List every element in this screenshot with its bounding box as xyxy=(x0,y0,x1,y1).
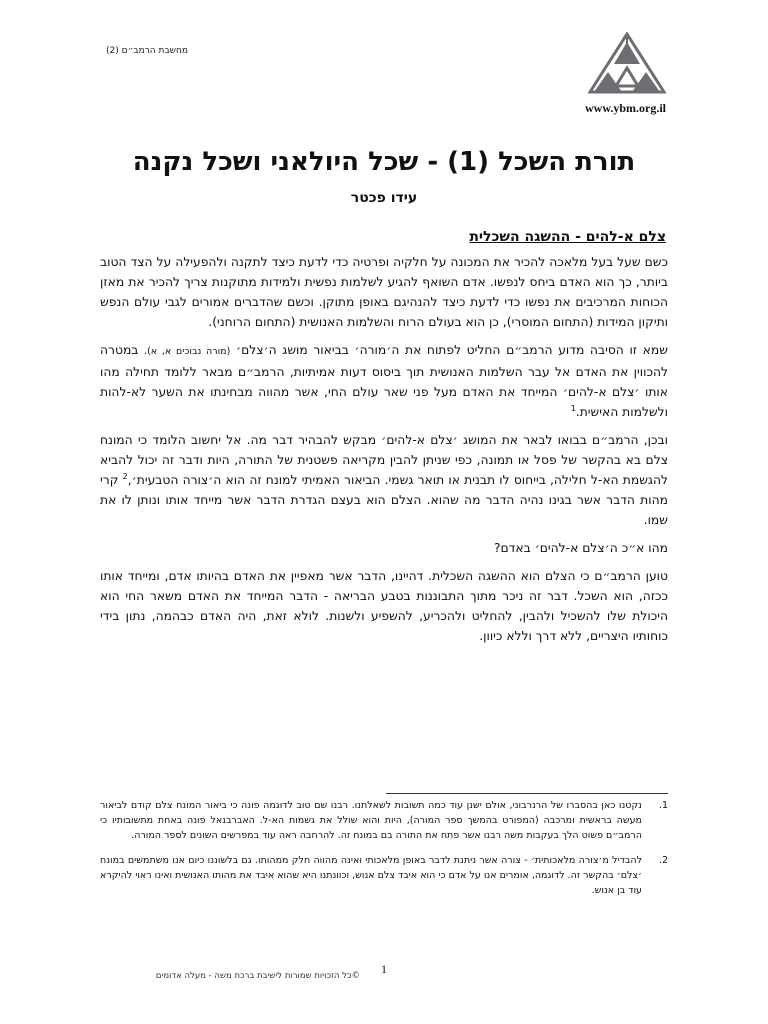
paragraph-3-rest: קרי מהות הדבר אשר בגינו נהיה הדבר מה שהוא. הצלם הוא בעצם הגדרת הדבר אשר מייחד אותו ונותן לו את שמו. xyxy=(100,473,668,527)
footnote-number: 2. xyxy=(658,855,668,866)
paragraph-2-source: (מורה נבוכים א, א). xyxy=(144,346,231,357)
footnote-ref-2[interactable]: 2 xyxy=(122,471,128,481)
article-body xyxy=(100,252,668,654)
paragraph-3-text: ובכן, הרמב״ם בבואו לבאר את המושג ׳צלם א-להים׳ מבקש להבהיר דבר מה. אל יחשוב הלומד כי המונח צלם בא בהקשר של פסל או תמונה, כפי שניתן להבין מקריאה פשטנית של התורה, היות ודבר זה יכול להביא להגשמת הא-ל חלילה, בייחוס לו תבנית או תואר גשמי. הביאור האמיתי למונח זה הוא ה׳צורה הטבעית׳, xyxy=(100,433,668,487)
footnotes xyxy=(100,798,668,908)
footnote-2 xyxy=(100,853,668,898)
footnote-ref-1[interactable]: 1 xyxy=(570,403,576,413)
section-heading: צלם א-להים - ההשגה השכלית xyxy=(469,229,666,245)
ybm-mountain-logo-icon xyxy=(588,32,666,94)
footnote-text: נקטנו כאן בהסברו של הרנרבוני, אולם ישנן עוד כמה תשובות לשאלתנו. רבנו שם טוב לדוגמה פונה כי ביאור המונח צלם קודם לביאור מעשה בראשית ומרכבה (המפורט בהמשך ספר המורה), היות והוא שולל את גשמות הא-ל. האברבנאל פונה באחת מתשובותיו כי הרמב״ם פשוט הלך בעקבות משה רבנו אשר פתח את התורה בם במונח זה. להרחבה ראה עוד במפרשים השונים לספר המורה. xyxy=(100,800,642,841)
footnote-text: להבדיל מ׳צורה מלאכותית׳ - צורה אשר ניתנת לדבר באופן מלאכותי ואינה מהווה חלק ממהותו. גם בלשוננו כיום אנו משתמשים במונח ׳צלם׳ בהקשר זה. לדוגמה, אומרים אנו על אדם כי הוא איבד צלם אנוש, וכוונתנו היא שהוא איבד את מהותו האנושית ואינו ראוי להיקרא עוד בן אנוש. xyxy=(100,855,642,896)
paragraph-1: כשם שעל בעל מלאכה להכיר את המכונה על חלקיה ופרטיה כדי לדעת כיצד לתקנה ולהפעילה על הצד הטוב ביותר, כך הוא האדם ביחס לנפשו. אדם השואף להגיע לשלמות נפשית ולמידות מתוקנות צריך להכיר את מאזן הכוחות המרכיבים את נפשו כדי לדעת כיצד להנהיגם באופן מתוקן. וכשם שהדברים אמורים לגבי עולם הנפש ותיקון המידות (התחום המוסרי), כן הוא בעולם הרוח והשלמות האנושית (התחום הרוחני). xyxy=(100,255,668,329)
paragraph-2 xyxy=(100,340,668,422)
paragraph-2-lead: שמא זו הסיבה מדוע הרמב״ם החליט לפתוח את ה׳מורה׳ בביאור מושג ה׳צלם׳ xyxy=(235,343,668,357)
site-url-link[interactable]: www.ybm.org.il xyxy=(585,101,666,115)
footnote-1 xyxy=(100,798,668,843)
paragraph-question: מהו א״כ ה׳צלם א-להים׳ באדם? xyxy=(493,541,668,555)
paragraph-3 xyxy=(100,430,668,530)
article-title: תורת השכל (1) - שכל היולאני ושכל נקנה xyxy=(132,147,636,177)
page-number: 1 xyxy=(381,962,387,976)
footnote-number: 1. xyxy=(658,800,668,811)
footnote-divider xyxy=(386,793,668,794)
series-title: מחשבת הרמב״ם (2) xyxy=(106,46,189,56)
copyright-note: ©כל הזכויות שמורות לישיבת ברכת משה - מעלה אדומים xyxy=(155,971,360,981)
paragraph-4: טוען הרמב״ם כי הצלם הוא ההשגה השכלית. דהיינו, הדבר אשר מאפיין את האדם בהיותו אדם, ומייחד אותו ככזה, הוא השכל. דבר זה ניכר מתוך התבוננות בטבע הבריאה - הדבר המייחד את האדם משאר החי הוא היכולת שלו להשכיל ולהבין, להחליט ולהכריע, להשפיע ולשנות. לולא זאת, היה האדם כבהמה, נתון בידי כוחותיו היצריים, ללא דרך וללא כיוון. xyxy=(100,569,668,643)
paragraph-2-rest: במטרה להכווין את האדם אל עבר השלמות האנושית תוך ביסוס דעות אמיתיות, הרמב״ם מבאר ללומד תחילה מהו אותו ׳צלם א-להים׳ המייחד את האדם מעל פני שאר עולם החי, אשר מהווה מבחינתו את השער לא-להות ולשלמות האישית. xyxy=(100,343,668,419)
article-author: עידו פכטר xyxy=(350,190,418,206)
